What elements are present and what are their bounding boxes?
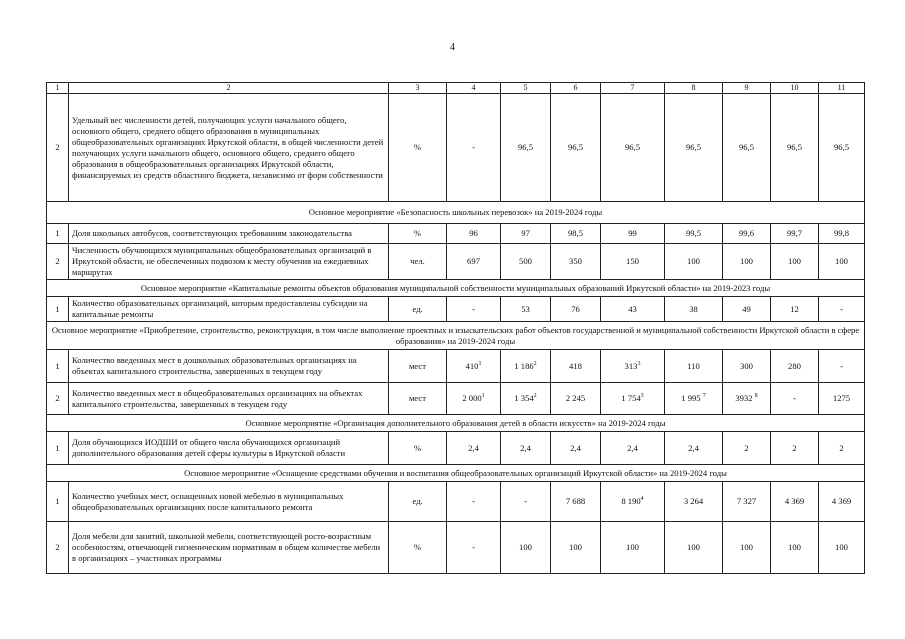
value-cell-10: 100 (771, 522, 819, 574)
unit: ед. (389, 297, 447, 322)
header-cell-2: 2 (69, 83, 389, 94)
table-row (47, 482, 865, 522)
value-cell-6: 7 688 (551, 482, 601, 522)
table-row (47, 432, 865, 465)
value-cell-5: 97 (501, 224, 551, 244)
indicator-description: Количество введенных мест в дошкольных образовательных организациях на объектах капитального строительства, завершенных в текущем году (69, 350, 389, 383)
value-cell-10: 12 (771, 297, 819, 322)
value-cell-5: 500 (501, 244, 551, 280)
value-cell-4: - (447, 482, 501, 522)
indicator-description: Доля обучающихся ИОДШИ от общего числа обучающихся организаций дополнительного образования детей сферы культуры в Иркутской области (69, 432, 389, 465)
value-cell-9 (723, 383, 771, 415)
value-cell-7: 99 (601, 224, 665, 244)
table-row (47, 383, 865, 415)
value-cell-7: 100 (601, 522, 665, 574)
footnote-marker: 4 (640, 496, 644, 503)
section-title: Основное мероприятие «Оснащение средствами обучения и воспитания общеобразовательных организаций Иркутской области» на 2019-2024 годы (47, 465, 865, 482)
section-row (47, 415, 865, 432)
table-row (47, 244, 865, 280)
value-cell-10: - (771, 383, 819, 415)
unit: % (389, 224, 447, 244)
value-cell-7: 96,5 (601, 94, 665, 202)
value-cell-9: 300 (723, 350, 771, 383)
value: 1 354 (514, 393, 534, 404)
value-cell-7: 150 (601, 244, 665, 280)
unit: мест (389, 350, 447, 383)
unit: % (389, 94, 447, 202)
value-cell-7: 2,4 (601, 432, 665, 465)
header-cell-3: 3 (389, 83, 447, 94)
value-cell-6: 98,5 (551, 224, 601, 244)
indicator-description: Количество введенных мест в общеобразовательных организациях на объектах капитального строительства, завершенных в текущем году (69, 383, 389, 415)
header-cell-5: 5 (501, 83, 551, 94)
value-cell-6: 76 (551, 297, 601, 322)
indicator-description: Доля школьных автобусов, соответствующих требованиям законодательства (69, 224, 389, 244)
value-cell-4: - (447, 94, 501, 202)
value-cell-8: 110 (665, 350, 723, 383)
footnote-marker: 7 (702, 393, 706, 400)
value-cell-4: 96 (447, 224, 501, 244)
header-cell-11: 11 (819, 83, 865, 94)
header-row (47, 83, 865, 94)
value-cell-6: 100 (551, 522, 601, 574)
footnote-marker: 3 (640, 393, 644, 400)
value-cell-5: 100 (501, 522, 551, 574)
value: 1 754 (621, 393, 641, 404)
row-number: 2 (47, 244, 69, 280)
unit: % (389, 522, 447, 574)
value-cell-10: 4 369 (771, 482, 819, 522)
footnote-marker: 1 (478, 360, 482, 367)
section-row (47, 280, 865, 297)
value-cell-6: 96,5 (551, 94, 601, 202)
value-cell-8: 3 264 (665, 482, 723, 522)
value-cell-4: 697 (447, 244, 501, 280)
value-cell-9: 100 (723, 522, 771, 574)
value: 8 190 (621, 496, 641, 507)
value-cell-8: 96,5 (665, 94, 723, 202)
value-cell-6: 2,4 (551, 432, 601, 465)
value-cell-6: 418 (551, 350, 601, 383)
unit: чел. (389, 244, 447, 280)
value-cell-11: 96,5 (819, 94, 865, 202)
value-cell-11: - (819, 350, 865, 383)
value-cell-4 (447, 350, 501, 383)
value: 1 995 (681, 393, 703, 404)
value: 313 (624, 360, 638, 371)
row-number: 1 (47, 432, 69, 465)
value-cell-7: 43 (601, 297, 665, 322)
footnote-marker: 2 (533, 393, 537, 400)
row-number: 1 (47, 350, 69, 383)
table-row (47, 224, 865, 244)
value-cell-5: 2,4 (501, 432, 551, 465)
value-cell-5 (501, 350, 551, 383)
value-cell-5: 96,5 (501, 94, 551, 202)
value-cell-5: - (501, 482, 551, 522)
value-cell-9: 99,6 (723, 224, 771, 244)
footnote-marker: 3 (637, 360, 641, 367)
section-row (47, 202, 865, 224)
value-cell-11: 4 369 (819, 482, 865, 522)
value-cell-9: 2 (723, 432, 771, 465)
value-cell-5: 53 (501, 297, 551, 322)
value-cell-11: 100 (819, 522, 865, 574)
value-cell-7 (601, 482, 665, 522)
section-title: Основное мероприятие «Приобретение, строительство, реконструкция, в том числе выполнение проектных и изыскательских работ объектов государственной и муниципальной собственности Иркутской области в сфере образования» на 2019-2024 годы (47, 322, 865, 350)
value-cell-10: 96,5 (771, 94, 819, 202)
row-number: 2 (47, 94, 69, 202)
value-cell-8: 2,4 (665, 432, 723, 465)
footnote-marker: 2 (533, 360, 537, 367)
row-number: 1 (47, 297, 69, 322)
value-cell-6: 2 245 (551, 383, 601, 415)
header-cell-6: 6 (551, 83, 601, 94)
header-cell-9: 9 (723, 83, 771, 94)
value-cell-10: 100 (771, 244, 819, 280)
value-cell-10: 99,7 (771, 224, 819, 244)
header-cell-10: 10 (771, 83, 819, 94)
page-number: 4 (450, 42, 455, 53)
value: 2 000 (462, 393, 482, 404)
value-cell-11: 100 (819, 244, 865, 280)
header-cell-4: 4 (447, 83, 501, 94)
header-cell-7: 7 (601, 83, 665, 94)
unit: % (389, 432, 447, 465)
table-row (47, 350, 865, 383)
value-cell-8: 38 (665, 297, 723, 322)
value-cell-4: - (447, 522, 501, 574)
value-cell-11: - (819, 297, 865, 322)
value-cell-8: 100 (665, 244, 723, 280)
indicators-table (46, 82, 865, 574)
value-cell-7 (601, 350, 665, 383)
section-title: Основное мероприятие «Организация дополнительного образования детей в области искусств» на 2019-2024 годы (47, 415, 865, 432)
value-cell-9: 7 327 (723, 482, 771, 522)
row-number: 2 (47, 522, 69, 574)
value-cell-9: 96,5 (723, 94, 771, 202)
row-number: 1 (47, 224, 69, 244)
value-cell-4: - (447, 297, 501, 322)
value-cell-8 (665, 383, 723, 415)
table-row (47, 297, 865, 322)
unit: мест (389, 383, 447, 415)
indicator-description: Количество учебных мест, оснащенных новой мебелью в муниципальных общеобразовательных организациях после капитального ремонта (69, 482, 389, 522)
value-cell-11: 2 (819, 432, 865, 465)
value: 3932 (735, 393, 755, 404)
footnote-marker: 1 (481, 393, 485, 400)
indicator-description: Численность обучающихся муниципальных общеобразовательных организаций в Иркутской области, не обеспеченных подвозом к месту обучения на ежедневных маршрутах (69, 244, 389, 280)
row-number: 2 (47, 383, 69, 415)
value-cell-5 (501, 383, 551, 415)
value-cell-11: 99,8 (819, 224, 865, 244)
value-cell-9: 49 (723, 297, 771, 322)
value-cell-4: 2,4 (447, 432, 501, 465)
indicator-description: Доля мебели для занятий, школьной мебели, соответствующей росто-возрастным особенностям, отвечающей гигиеническим нормативам в общем количестве мебели в организациях – участниках программы (69, 522, 389, 574)
value-cell-7 (601, 383, 665, 415)
section-title: Основное мероприятие «Безопасность школьных перевозок» на 2019-2024 годы (47, 202, 865, 224)
indicator-description: Удельный вес численности детей, получающих услуги начального общего, основного общего, среднего общего образования в муниципальных общеобразовательных организациях Иркутской области, в общей численности детей получающих услуги начального общего, основного общего, среднего общего образования в общеобразовательных организациях Иркутской области, финансируемых из средств областного бюджета, независимо от форм собственности (69, 94, 389, 202)
value-cell-4 (447, 383, 501, 415)
value-cell-10: 280 (771, 350, 819, 383)
table-row (47, 522, 865, 574)
value: 410 (465, 360, 479, 371)
value-cell-8: 99,5 (665, 224, 723, 244)
header-cell-8: 8 (665, 83, 723, 94)
row-number: 1 (47, 482, 69, 522)
unit: ед. (389, 482, 447, 522)
section-row (47, 322, 865, 350)
section-row (47, 465, 865, 482)
value-cell-6: 350 (551, 244, 601, 280)
table-row (47, 94, 865, 202)
value-cell-9: 100 (723, 244, 771, 280)
value-cell-11: 1275 (819, 383, 865, 415)
footnote-marker: 8 (754, 393, 758, 400)
indicator-description: Количество образовательных организаций, которым предоставлены субсидии на капитальные ремонты (69, 297, 389, 322)
header-cell-1: 1 (47, 83, 69, 94)
value-cell-8: 100 (665, 522, 723, 574)
section-title: Основное мероприятие «Капитальные ремонты объектов образования муниципальной собственности муниципальных образований Иркутской области» на 2019-2023 годы (47, 280, 865, 297)
value: 1 186 (514, 360, 534, 371)
value-cell-10: 2 (771, 432, 819, 465)
